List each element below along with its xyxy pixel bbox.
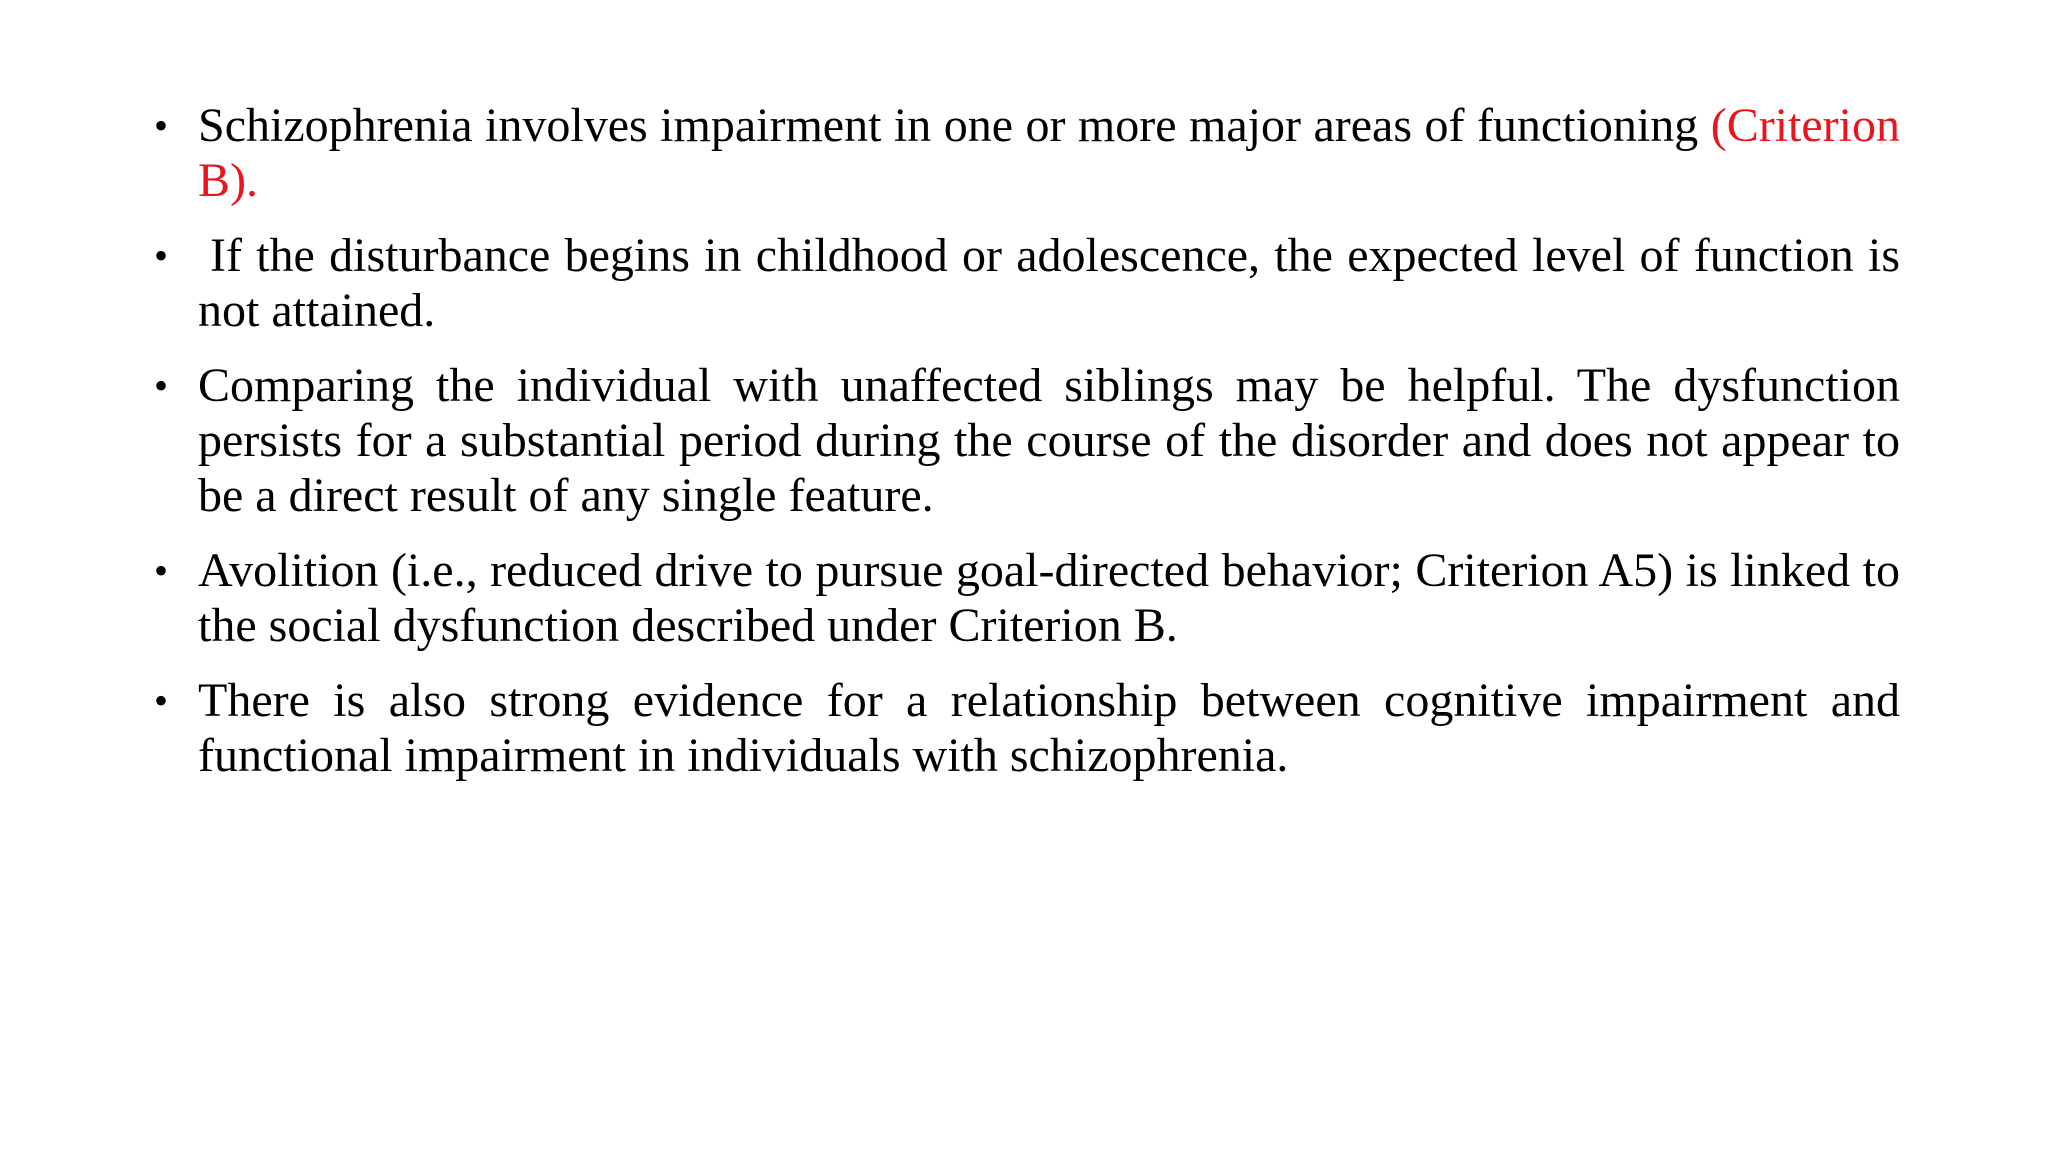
bullet-item-3: [150, 358, 1900, 523]
bullet-text-4: Avolition (i.e., reduced drive to pursue goal-directed behavior; Criterion A5) is linked to the social dysfunction described under Criterion B.: [198, 544, 1900, 652]
bullet-item-2: [150, 228, 1900, 338]
bullet-dot-icon: •: [154, 363, 169, 408]
bullet-dot-icon: •: [154, 678, 169, 723]
bullet-text-1: Schizophrenia involves impairment in one or more major areas of functioning: [198, 99, 1699, 152]
bullet-text-5: There is also strong evidence for a relationship between cognitive impairment and functional impairment in individuals with schizophrenia.: [198, 674, 1900, 782]
bullet-dot-icon: •: [154, 233, 169, 278]
bullet-item-4: [150, 543, 1900, 653]
bullet-text-3: Comparing the individual with unaffected siblings may be helpful. The dysfunction persists for a substantial period during the course of the disorder and does not appear to be a direct result of any single feature.: [198, 359, 1900, 522]
bullet-dot-icon: •: [154, 103, 169, 148]
bullet-item-1: [150, 98, 1900, 208]
bullet-text-2: If the disturbance begins in childhood or adolescence, the expected level of function is not attained.: [198, 229, 1900, 337]
bullet-list: [150, 98, 1900, 803]
bullet-dot-icon: •: [154, 548, 169, 593]
bullet-item-5: [150, 673, 1900, 783]
criterion-b-highlight: (Criterion B).: [198, 99, 1900, 207]
